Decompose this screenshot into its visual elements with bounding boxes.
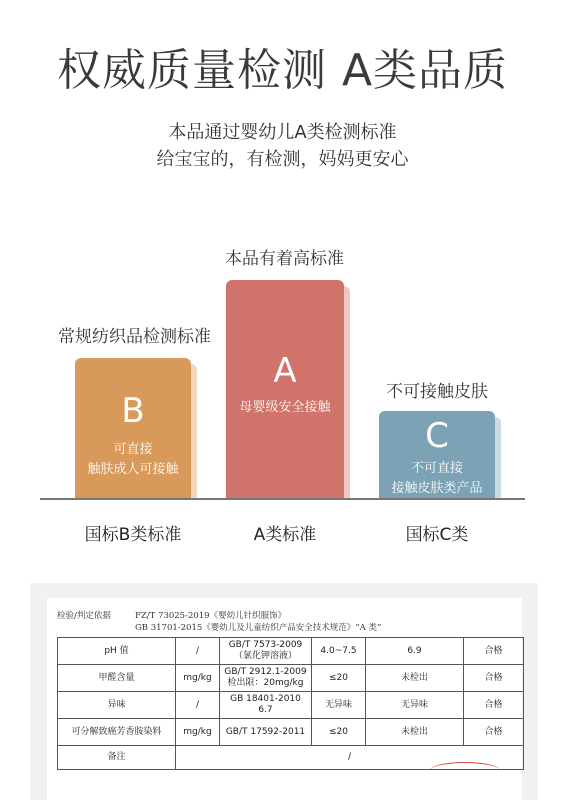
- cell-unit: /: [176, 692, 220, 719]
- bar-b-letter: B: [121, 391, 145, 431]
- table-row: [58, 638, 524, 665]
- bar-b-caption: 常规纺织品检测标准: [58, 327, 211, 347]
- cell-limit: ≤20: [312, 665, 366, 692]
- bar-c-letter: C: [425, 416, 449, 456]
- report-seal: [430, 762, 500, 779]
- bar-c-axis-label: 国标C类: [405, 525, 469, 545]
- baseline: [40, 498, 525, 500]
- bar-a-letter: A: [273, 351, 297, 391]
- subtitle-line-2: 给宝宝的，有检测，妈妈更安心: [156, 149, 409, 170]
- bar-c-desc-1: 不可直接: [410, 461, 463, 476]
- cell-result: 无异味: [366, 692, 464, 719]
- basis-line-2: GB 31701-2015《婴幼儿及儿童纺织产品安全技术规范》“A 类”: [135, 623, 382, 633]
- cell-result: 未检出: [366, 665, 464, 692]
- bar-c-desc-2: 接触皮肤类产品: [391, 481, 483, 496]
- cell-verdict: 合格: [464, 665, 524, 692]
- basis-label: 检验/判定依据: [57, 611, 111, 621]
- bar-a-caption: 本品有着高标准: [225, 249, 344, 269]
- subtitle-line-1: 本品通过婴幼儿A类检测标准: [168, 122, 397, 143]
- cell-item: 异味: [58, 692, 176, 719]
- cell-result: 未检出: [366, 719, 464, 746]
- bar-b-axis-label: 国标B类标准: [84, 525, 182, 545]
- bar-b-desc-2: 触肤成人可接触: [87, 462, 179, 477]
- cell-method: GB 18401-2010 6.7: [220, 692, 312, 719]
- cell-verdict: 合格: [464, 638, 524, 665]
- table-row: [58, 665, 524, 692]
- bar-a-desc-1: 母婴级安全接触: [239, 400, 331, 415]
- bar-a: [226, 280, 344, 498]
- bar-c-caption: 不可接触皮肤: [386, 382, 488, 402]
- page-title: 权威质量检测 A类品质: [56, 45, 509, 96]
- cell-unit: /: [176, 638, 220, 665]
- cell-method: GB/T 7573-2009 （氯化钾溶液）: [220, 638, 312, 665]
- remark-label: 备注: [58, 746, 176, 770]
- cell-result: 6.9: [366, 638, 464, 665]
- cell-item: 甲醛含量: [58, 665, 176, 692]
- report-basis: [57, 610, 381, 634]
- table-row: [58, 692, 524, 719]
- bar-a-axis-label: A类标准: [253, 525, 317, 545]
- cell-item: pH 值: [58, 638, 176, 665]
- basis-line-1: FZ/T 73025-2019《婴幼儿针织服饰》: [135, 611, 287, 621]
- cell-verdict: 合格: [464, 719, 524, 746]
- cell-unit: mg/kg: [176, 719, 220, 746]
- report-table: [57, 637, 524, 770]
- cell-method: GB/T 2912.1-2009 检出限：20mg/kg: [220, 665, 312, 692]
- cell-item: 可分解致癌芳香胺染料: [58, 719, 176, 746]
- remark-value: /: [176, 746, 524, 770]
- table-row: [58, 719, 524, 746]
- cell-unit: mg/kg: [176, 665, 220, 692]
- bar-b-desc-1: 可直接: [113, 442, 153, 457]
- cell-limit: 无异味: [312, 692, 366, 719]
- cell-limit: ≤20: [312, 719, 366, 746]
- bar-c: [379, 411, 495, 498]
- cell-limit: 4.0~7.5: [312, 638, 366, 665]
- cell-verdict: 合格: [464, 692, 524, 719]
- bar-b: [75, 358, 191, 498]
- cell-method: GB/T 17592-2011: [220, 719, 312, 746]
